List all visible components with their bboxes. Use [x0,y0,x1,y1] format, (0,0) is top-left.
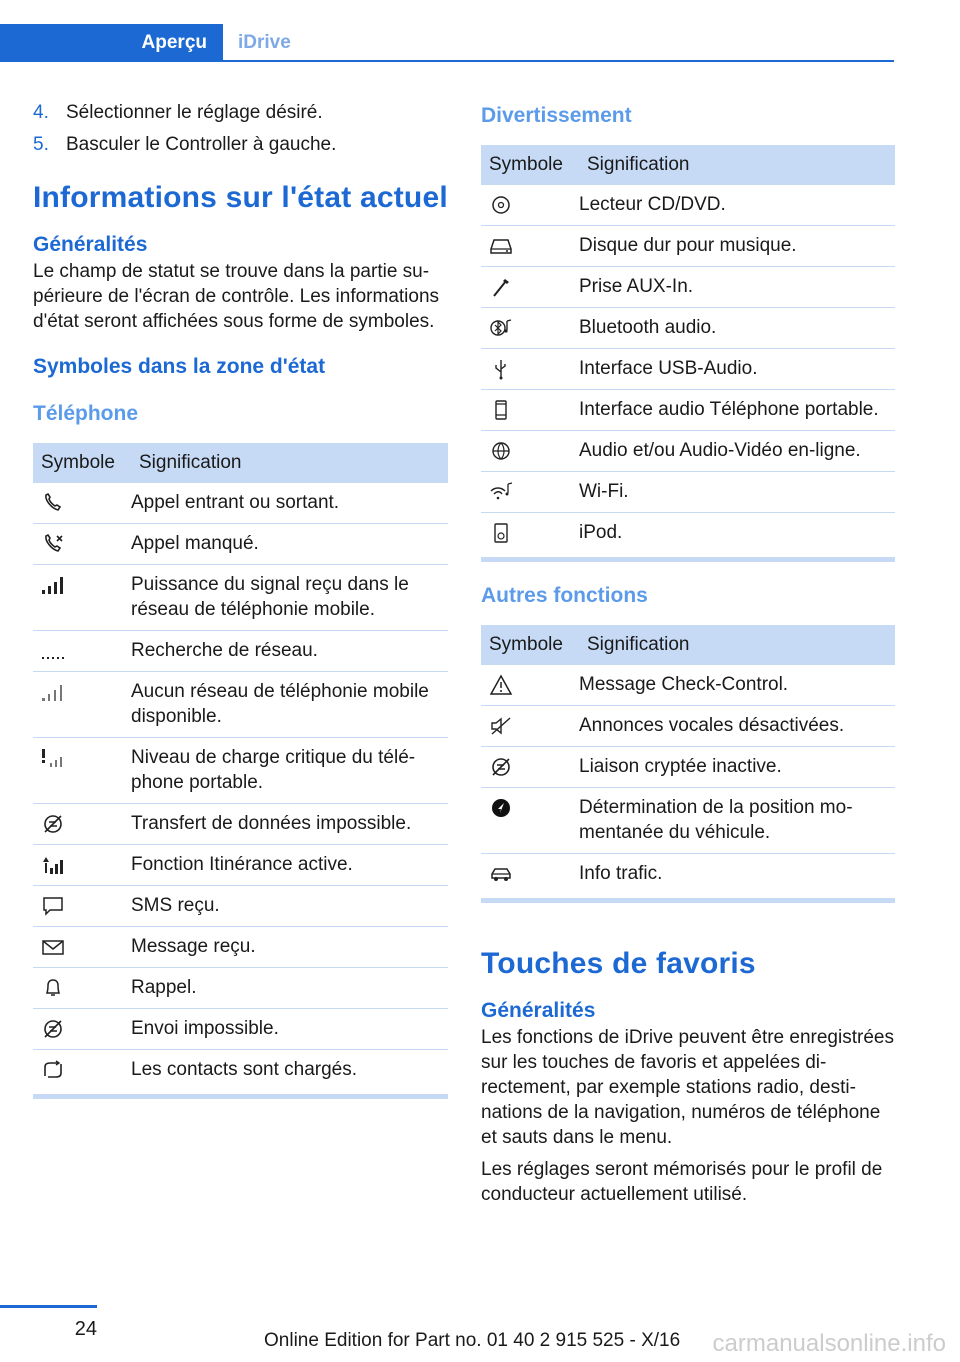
symbol-meaning: Prise AUX-In. [577,267,895,308]
symbol-meaning: Les contacts sont chargés. [129,1050,448,1097]
symbol-meaning: Interface USB-Audio. [577,349,895,390]
symbol-meaning: Wi-Fi. [577,472,895,513]
table-row [33,804,448,845]
symbol-meaning: Info trafic. [577,854,895,901]
mobile-phone-icon [489,399,513,421]
symbol-meaning: Disque dur pour musique. [577,226,895,267]
tab-idrive[interactable]: iDrive [238,32,291,53]
table-row [481,431,895,472]
position-arrow-icon [489,797,513,819]
favorites-paragraph: Les fonctions de iDrive peuvent être enregistrées sur les touches de favoris et appelées directement, par exemple stations radio, destinations de la navigation, numéros de téléphone et sauts dans le menu. [481,1027,894,1148]
symbol-meaning: Appel manqué. [129,524,448,565]
symbol-meaning: Audio et/ou Audio-Vidéo en-ligne. [577,431,895,472]
symbol-meaning: Fonction Itinérance active. [129,845,448,886]
symbol-meaning: Appel entrant ou sortant. [129,483,448,524]
no-network-icon [41,681,65,703]
table-row [33,1009,448,1050]
list-item [33,132,448,157]
step-number: 5. [33,134,49,155]
phone-symbol-table [33,443,448,1099]
entertainment-symbol-table [481,145,895,562]
symbols-heading: Symboles dans la zone d'état [33,355,326,378]
bell-icon [41,977,65,999]
table-row [33,927,448,968]
footer-rule [0,1305,97,1308]
symbol-meaning: Bluetooth audio. [577,308,895,349]
column-header: Symbole [481,625,577,665]
hard-disk-icon [489,235,513,257]
step-number: 4. [33,102,49,123]
symbol-meaning: Lecteur CD/DVD. [577,185,895,226]
header-bar [0,0,894,62]
section-title: Informations sur l'état actuel [33,181,448,214]
other-functions-heading: Autres fonctions [481,584,648,607]
table-row [33,886,448,927]
symbol-meaning: Niveau de charge critique du téléphone portable. [129,738,448,804]
table-row [481,747,895,788]
ipod-icon [489,522,513,544]
phone-heading: Téléphone [33,402,139,425]
step-text: Sélectionner le réglage désiré. [66,102,323,123]
table-row [481,472,895,513]
table-row [33,968,448,1009]
symbol-meaning: Envoi impossible. [129,1009,448,1050]
online-audio-video-icon [489,440,513,462]
table-row [481,185,895,226]
roaming-icon [41,854,65,876]
table-row [481,308,895,349]
symbol-meaning: Aucun réseau de téléphonie mobile disponible. [129,672,448,738]
table-row [33,631,448,672]
table-row [33,524,448,565]
network-search-icon [41,640,65,662]
table-row [481,390,895,431]
table-row [33,1050,448,1097]
speaker-muted-icon [489,715,513,737]
symbol-meaning: SMS reçu. [129,886,448,927]
symbol-meaning: Message reçu. [129,927,448,968]
table-row [481,854,895,901]
table-row [481,706,895,747]
page-number: 24 [74,1318,97,1340]
favorites-general-heading: Généralités [481,999,596,1022]
bluetooth-audio-icon [489,317,513,339]
symbol-meaning: Transfert de données impossible. [129,804,448,845]
table-header-row [481,145,895,185]
general-paragraph: Le champ de statut se trouve dans la partie supérieure de l'écran de contrôle. Les informations d'état seront affichées sous forme de symboles. [33,261,440,332]
table-row [481,788,895,854]
step-text: Basculer le Controller à gauche. [66,134,337,155]
signal-strength-icon [41,574,65,596]
general-heading: Généralités [33,233,148,256]
symbol-meaning: Interface audio Téléphone portable. [577,390,895,431]
missed-call-icon [41,533,65,555]
header-rule [223,60,894,62]
symbol-meaning: Liaison cryptée inactive. [577,747,895,788]
table-header-row [33,443,448,483]
table-row [33,845,448,886]
table-row [481,267,895,308]
favorites-title: Touches de favoris [481,947,756,980]
edition-text: Online Edition for Part no. 01 40 2 915 525 - X/16 [264,1330,681,1351]
table-header-row [481,625,895,665]
symbol-meaning: Annonces vocales désactivées. [577,706,895,747]
traffic-car-icon [489,863,513,885]
tab-apercu[interactable]: Aperçu [0,24,223,62]
column-header: Signification [577,145,895,185]
column-header: Signification [577,625,895,665]
table-row [481,226,895,267]
symbol-meaning: Recherche de réseau. [129,631,448,672]
table-row [33,672,448,738]
watermark: carmanualsonline.info [712,1330,946,1357]
data-transfer-blocked-icon [41,813,65,835]
other-functions-symbol-table [481,625,895,903]
symbol-meaning: Détermination de la position momentanée du véhicule. [577,788,895,854]
favorites-paragraph: Les réglages seront mémorisés pour le profil de conducteur actuellement utilisé. [481,1159,883,1205]
encryption-inactive-icon [489,756,513,778]
column-header: Signification [129,443,448,483]
column-header: Symbole [481,145,577,185]
symbol-meaning: Rappel. [129,968,448,1009]
cd-dvd-icon [489,194,513,216]
sms-icon [41,895,65,917]
usb-icon [489,358,513,380]
contacts-loaded-icon [41,1059,65,1081]
table-row [481,513,895,560]
table-row [33,483,448,524]
symbol-meaning: iPod. [577,513,895,560]
envelope-icon [41,936,65,958]
battery-critical-icon [41,747,65,769]
table-row [481,349,895,390]
warning-triangle-icon [489,674,513,696]
send-blocked-icon [41,1018,65,1040]
phone-handset-icon [41,492,65,514]
list-item [33,100,448,125]
entertainment-heading: Divertissement [481,104,632,127]
table-row [33,738,448,804]
table-row [33,565,448,631]
right-column [481,100,895,1207]
step-list [33,100,448,157]
column-header: Symbole [33,443,129,483]
wifi-icon [489,481,513,503]
aux-plug-icon [489,276,513,298]
left-column [33,100,448,1099]
symbol-meaning: Puissance du signal reçu dans le réseau de téléphonie mobile. [129,565,448,631]
table-row [481,665,895,706]
symbol-meaning: Message Check-Control. [577,665,895,706]
